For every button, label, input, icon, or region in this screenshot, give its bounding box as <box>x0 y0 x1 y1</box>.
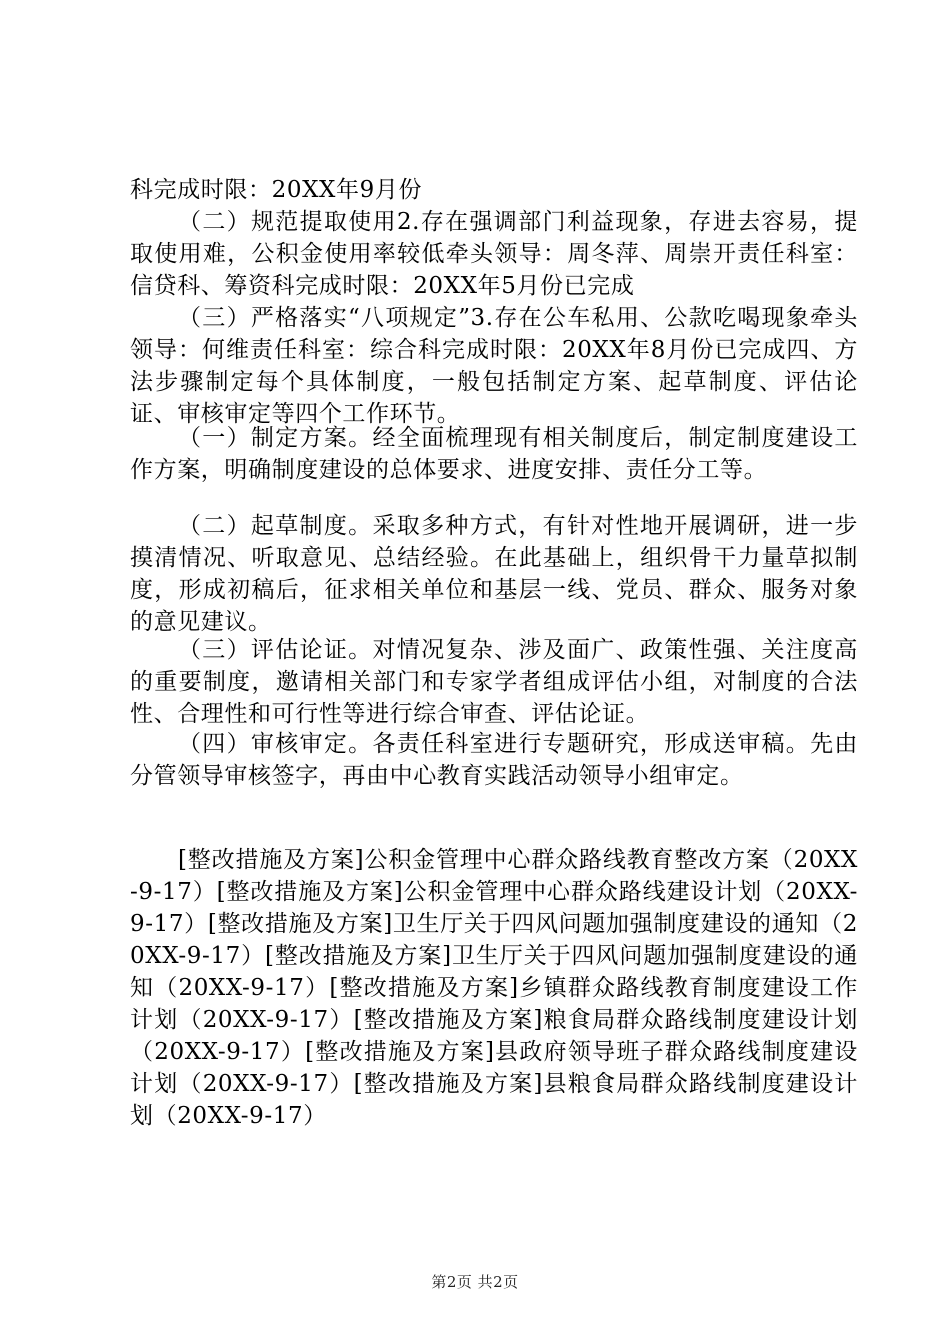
paragraph-step-draft: （二）起草制度。采取多种方式，有针对性地开展调研，进一步摸清情况、听取意见、总结经验。在此基础上，组织骨干力量草拟制度，形成初稿后，征求相关单位和基层一线、党员、群众、服务对象的意见建议。 <box>130 513 858 635</box>
page-footer: 第2页 共2页 <box>431 1273 519 1291</box>
paragraph-step-evaluate: （三）评估论证。对情况复杂、涉及面广、政策性强、关注度高的重要制度，邀请相关部门和专家学者组成评估小组，对制度的合法性、合理性和可行性等进行综合审查、评估论证。 <box>130 637 858 727</box>
paragraph-eight-rules: （三）严格落实“八项规定”3.存在公车私用、公款吃喝现象牵头领导：何维责任科室：综合科完成时限：20XX年8月份已完成四、方法步骤制定每个具体制度，一般包括制定方案、起草制度、评估论证、审核审定等四个工作环节。 <box>130 305 858 427</box>
paragraph-step-review: （四）审核审定。各责任科室进行专题研究，形成送审稿。先由分管领导审核签字，再由中心教育实践活动领导小组审定。 <box>130 731 858 789</box>
paragraph-step-plan: （一）制定方案。经全面梳理现有相关制度后，制定制度建设工作方案，明确制度建设的总体要求、进度安排、责任分工等。 <box>130 425 858 483</box>
paragraph-related-links: [整改措施及方案]公积金管理中心群众路线教育整改方案（20XX-9-17）[整改措施及方案]公积金管理中心群众路线建设计划（20XX-9-17）[整改措施及方案]卫生厅关于四风问题加强制度建设的通知（20XX-9-17）[整改措施及方案]卫生厅关于四风问题加强制度建设的通知（20XX-9-17）[整改措施及方案]乡镇群众路线教育制度建设工作计划（20XX-9-17）[整改措施及方案]粮食局群众路线制度建设计划（20XX-9-17）[整改措施及方案]县政府领导班子群众路线制度建设计划（20XX-9-17）[整改措施及方案]县粮食局群众路线制度建设计划（20XX-9-17） <box>130 847 858 1129</box>
paragraph-standardize-withdrawal: （二）规范提取使用2.存在强调部门利益现象，存进去容易，提取使用难，公积金使用率较低牵头领导：周冬萍、周崇开责任科室：信贷科、筹资科完成时限：20XX年5月份已完成 <box>130 209 858 299</box>
paragraph-continuation: 科完成时限：20XX年9月份 <box>130 177 423 203</box>
